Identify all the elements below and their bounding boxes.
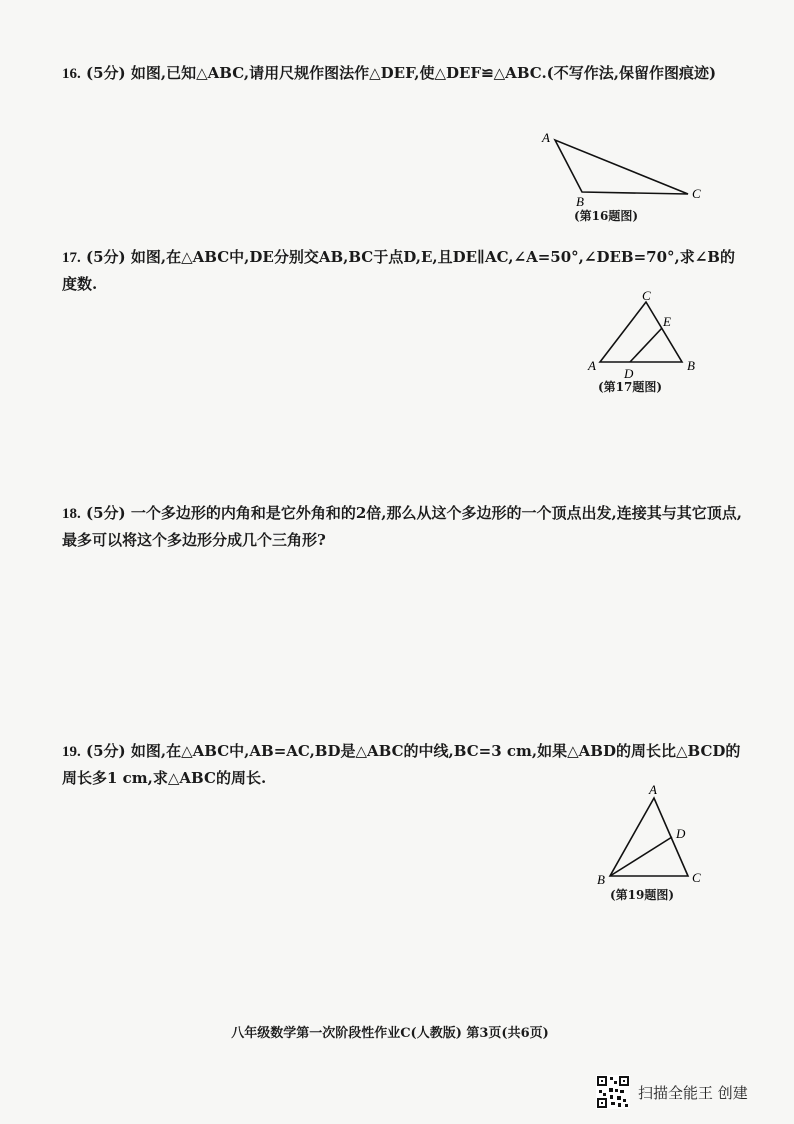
question-text: 一个多边形的内角和是它外角和的2倍,那么从这个多边形的一个顶点出发,连接其与其它顶点,最多可以将这个多边形分成几个三角形? [62,504,742,549]
question-points: (5分) [85,504,126,522]
figure-19 [594,782,714,886]
label-c: C [692,870,701,885]
page-footer: 八年级数学第一次阶段性作业C(人教版) 第3页(共6页) [231,1026,549,1041]
label-a: A [649,782,657,797]
scanner-badge-text: 扫描全能王 创建 [638,1083,748,1102]
figure-19-caption: (第19题图) [610,888,675,902]
question-points: (5分) [85,742,126,760]
triangle-abc [600,302,682,362]
label-a: A [542,130,550,145]
triangle-abc-with-de-figure [586,288,706,381]
isosceles-triangle-figure [594,782,714,887]
question-16 [62,60,742,87]
label-c: C [692,186,701,201]
question-number: 16. [62,66,81,82]
question-points: (5分) [85,64,126,82]
label-b: B [597,872,605,887]
figure-17 [586,290,706,380]
qr-code-icon [596,1075,630,1109]
median-bd [610,837,672,876]
scanner-badge [596,1074,748,1110]
label-b: B [576,194,584,209]
segment-de [630,328,662,362]
label-d: D [676,826,686,841]
figure-16 [540,128,710,212]
triangle-abc-figure [540,128,710,208]
figure-16-caption: (第16题图) [574,209,639,223]
question-number: 19. [62,744,81,760]
question-18 [62,500,742,553]
question-text: 如图,已知△ABC,请用尺规作图法作△DEF,使△DEF≌△ABC.(不写作法,保留作图痕迹) [130,64,717,82]
question-number: 18. [62,506,81,522]
question-number: 17. [62,250,81,266]
figure-17-caption: (第17题图) [598,380,663,394]
question-points: (5分) [85,248,126,266]
triangle-abc [555,140,688,194]
label-c: C [642,288,651,303]
label-b: B [687,358,695,373]
question-text: 如图,在△ABC中,DE分别交AB,BC于点D,E,且DE∥AC,∠A=50°,∠DEB=70°,求∠B的度数. [62,248,735,293]
label-a: A [588,358,596,373]
question-text: 如图,在△ABC中,AB=AC,BD是△ABC的中线,BC=3 cm,如果△ABD的周长比△BCD的周长多1 cm,求△ABC的周长. [62,742,741,787]
label-d: D [624,366,634,381]
label-e: E [663,314,671,329]
